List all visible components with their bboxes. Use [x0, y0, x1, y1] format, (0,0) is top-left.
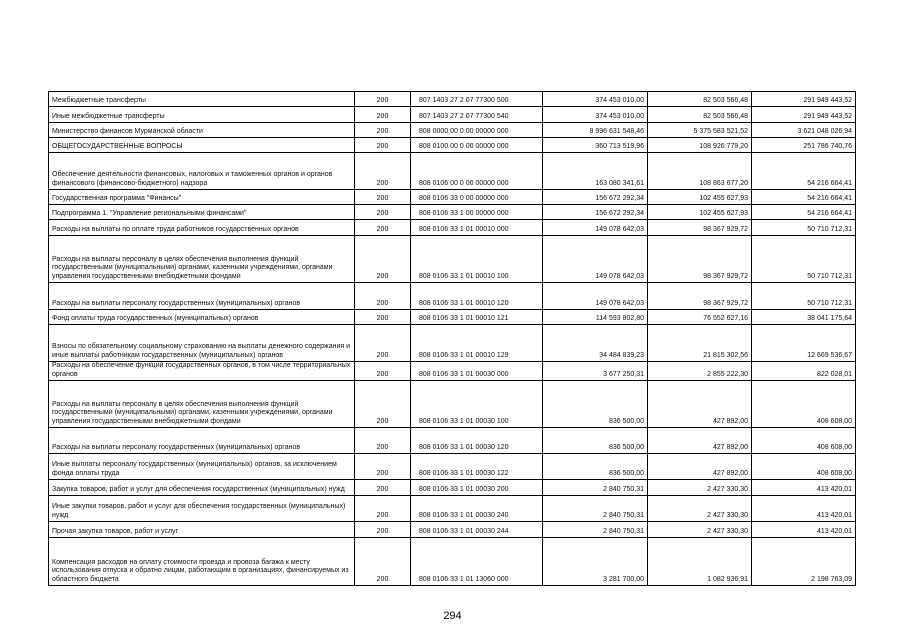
row-unexecuted: 3 621 048 026,94	[752, 123, 856, 138]
row-name: Расходы на выплаты персоналу в целях обеспечения выполнения функций государственными (муниципальными) органами, казенными учреждениями, органами управления государственными внебюджетными фондами	[49, 236, 355, 283]
row-kbk: 807 1403 27 2 07 77300 540	[411, 107, 543, 123]
row-code: 200	[355, 538, 411, 586]
row-approved: 156 672 292,34	[543, 205, 648, 220]
row-executed: 102 455 627,93	[648, 205, 752, 220]
table-body	[49, 92, 856, 586]
row-kbk: 808 0000 00 0 00 00000 000	[411, 123, 543, 138]
row-code: 200	[355, 480, 411, 496]
row-kbk: 808 0106 33 1 01 00030 122	[411, 454, 543, 480]
row-executed: 2 427 330,30	[648, 522, 752, 538]
row-kbk: 808 0106 33 1 01 13060 000	[411, 538, 543, 586]
row-code: 200	[355, 362, 411, 381]
row-name: Государственная программа "Финансы"	[49, 190, 355, 205]
row-approved: 2 840 750,31	[543, 480, 648, 496]
row-kbk: 807 1403 27 2 07 77300 500	[411, 92, 543, 107]
row-unexecuted: 54 216 664,41	[752, 190, 856, 205]
row-executed: 2 855 222,30	[648, 362, 752, 381]
row-kbk: 808 0106 33 1 01 00030 000	[411, 362, 543, 381]
row-approved: 836 500,00	[543, 454, 648, 480]
row-name: Обеспечение деятельности финансовых, налоговых и таможенных органов и органов финансового (финансово-бюджетного) надзора	[49, 153, 355, 190]
row-code: 200	[355, 283, 411, 310]
row-executed: 108 926 779,20	[648, 138, 752, 153]
row-approved: 2 840 750,31	[543, 522, 648, 538]
row-executed: 98 367 929,72	[648, 220, 752, 236]
table-row	[49, 325, 856, 362]
table-row	[49, 107, 856, 123]
row-kbk: 808 0106 33 1 01 00030 100	[411, 381, 543, 428]
table-row	[49, 283, 856, 310]
row-code: 200	[355, 190, 411, 205]
row-code: 200	[355, 123, 411, 138]
row-unexecuted: 54 216 664,41	[752, 205, 856, 220]
row-executed: 427 892,00	[648, 428, 752, 454]
row-approved: 836 500,00	[543, 381, 648, 428]
row-approved: 3 281 700,00	[543, 538, 648, 586]
table-row	[49, 190, 856, 205]
row-approved: 163 080 341,61	[543, 153, 648, 190]
row-executed: 98 367 929,72	[648, 283, 752, 310]
row-unexecuted: 291 949 443,52	[752, 92, 856, 107]
row-name: Фонд оплаты труда государственных (муниципальных) органов	[49, 310, 355, 325]
row-name: Иные межбюджетные трансферты	[49, 107, 355, 123]
row-code: 200	[355, 107, 411, 123]
row-unexecuted: 822 028,01	[752, 362, 856, 381]
row-name: Министерство финансов Мурманской области	[49, 123, 355, 138]
row-executed: 98 367 929,72	[648, 236, 752, 283]
row-name: Расходы на обеспечение функций государственных органов, в том числе территориальных органов	[49, 362, 355, 381]
row-approved: 360 713 519,96	[543, 138, 648, 153]
row-approved: 2 840 750,31	[543, 496, 648, 522]
table-row	[49, 428, 856, 454]
row-executed: 76 552 627,16	[648, 310, 752, 325]
row-approved: 34 484 839,23	[543, 325, 648, 362]
row-executed: 108 863 677,20	[648, 153, 752, 190]
row-name: Взносы по обязательному социальному страхованию на выплаты денежного содержания и иные выплаты работникам государственных (муниципальных) органов	[49, 325, 355, 362]
row-code: 200	[355, 153, 411, 190]
row-approved: 3 677 250,31	[543, 362, 648, 381]
row-unexecuted: 50 710 712,31	[752, 283, 856, 310]
row-unexecuted: 12 669 536,67	[752, 325, 856, 362]
row-kbk: 808 0106 33 1 01 00010 129	[411, 325, 543, 362]
row-code: 200	[355, 220, 411, 236]
row-name: Закупка товаров, работ и услуг для обеспечения государственных (муниципальных) нужд	[49, 480, 355, 496]
budget-execution-table	[48, 91, 856, 586]
row-executed: 5 375 583 521,52	[648, 123, 752, 138]
row-executed: 2 427 330,30	[648, 480, 752, 496]
row-code: 200	[355, 454, 411, 480]
row-unexecuted: 291 949 443,52	[752, 107, 856, 123]
row-executed: 427 892,00	[648, 381, 752, 428]
row-approved: 149 078 642,03	[543, 283, 648, 310]
table-row	[49, 454, 856, 480]
row-code: 200	[355, 310, 411, 325]
row-kbk: 808 0106 33 0 00 00000 000	[411, 190, 543, 205]
row-approved: 8 996 631 548,46	[543, 123, 648, 138]
row-name: Подпрограмма 1. "Управление региональными финансами"	[49, 205, 355, 220]
row-code: 200	[355, 428, 411, 454]
row-approved: 149 078 642,03	[543, 220, 648, 236]
row-kbk: 808 0100 00 0 00 00000 000	[411, 138, 543, 153]
row-unexecuted: 50 710 712,31	[752, 236, 856, 283]
row-code: 200	[355, 92, 411, 107]
row-name: Расходы на выплаты персоналу государственных (муниципальных) органов	[49, 428, 355, 454]
table-row	[49, 522, 856, 538]
table-row	[49, 236, 856, 283]
table-row	[49, 138, 856, 153]
row-name: Компенсация расходов на оплату стоимости проезда и провоза багажа к месту использования отпуска и обратно лицам, работающим в организациях, финансируемых из областного бюджета	[49, 538, 355, 586]
row-approved: 374 453 010,00	[543, 107, 648, 123]
row-name: ОБЩЕГОСУДАРСТВЕННЫЕ ВОПРОСЫ	[49, 138, 355, 153]
row-unexecuted: 408 608,00	[752, 381, 856, 428]
row-approved: 836 500,00	[543, 428, 648, 454]
table-row	[49, 92, 856, 107]
row-kbk: 808 0106 33 1 01 00030 240	[411, 496, 543, 522]
row-executed: 1 082 936,91	[648, 538, 752, 586]
row-executed: 2 427 330,30	[648, 496, 752, 522]
row-unexecuted: 408 608,00	[752, 454, 856, 480]
row-approved: 114 593 802,80	[543, 310, 648, 325]
row-unexecuted: 38 041 175,64	[752, 310, 856, 325]
row-unexecuted: 408 608,00	[752, 428, 856, 454]
table-row	[49, 205, 856, 220]
row-unexecuted: 413 420,01	[752, 522, 856, 538]
table-row	[49, 480, 856, 496]
row-code: 200	[355, 236, 411, 283]
row-unexecuted: 2 198 763,09	[752, 538, 856, 586]
table-row	[49, 310, 856, 325]
row-code: 200	[355, 522, 411, 538]
row-name: Расходы на выплаты персоналу государственных (муниципальных) органов	[49, 283, 355, 310]
row-approved: 374 453 010,00	[543, 92, 648, 107]
row-executed: 82 503 566,48	[648, 107, 752, 123]
row-name: Расходы на выплаты по оплате труда работников государственных органов	[49, 220, 355, 236]
row-code: 200	[355, 381, 411, 428]
row-name: Иные выплаты персоналу государственных (муниципальных) органов, за исключением фонда оплаты труда	[49, 454, 355, 480]
table-row	[49, 220, 856, 236]
row-name: Иные закупки товаров, работ и услуг для обеспечения государственных (муниципальных) нужд	[49, 496, 355, 522]
row-code: 200	[355, 496, 411, 522]
row-unexecuted: 50 710 712,31	[752, 220, 856, 236]
row-kbk: 808 0106 33 1 01 00010 120	[411, 283, 543, 310]
row-code: 200	[355, 325, 411, 362]
row-code: 200	[355, 205, 411, 220]
row-executed: 82 503 566,48	[648, 92, 752, 107]
row-kbk: 808 0106 33 1 01 00010 121	[411, 310, 543, 325]
row-unexecuted: 413 420,01	[752, 480, 856, 496]
row-executed: 102 455 627,93	[648, 190, 752, 205]
row-kbk: 808 0106 33 1 01 00030 200	[411, 480, 543, 496]
row-code: 200	[355, 138, 411, 153]
table-row	[49, 362, 856, 381]
row-name: Прочая закупка товаров, работ и услуг	[49, 522, 355, 538]
row-kbk: 808 0106 33 1 01 00030 244	[411, 522, 543, 538]
row-approved: 149 078 642,03	[543, 236, 648, 283]
table-row	[49, 496, 856, 522]
row-kbk: 808 0106 33 1 01 00030 120	[411, 428, 543, 454]
row-unexecuted: 54 216 664,41	[752, 153, 856, 190]
table-row	[49, 123, 856, 138]
table-row	[49, 153, 856, 190]
row-name: Расходы на выплаты персоналу в целях обеспечения выполнения функций государственными (муниципальными) органами, казенными учреждениями, органами управления государственными внебюджетными фондами	[49, 381, 355, 428]
row-kbk: 808 0106 33 1 01 00010 000	[411, 220, 543, 236]
table-row	[49, 381, 856, 428]
row-unexecuted: 413 420,01	[752, 496, 856, 522]
row-approved: 156 672 292,34	[543, 190, 648, 205]
row-kbk: 808 0106 00 0 00 00000 000	[411, 153, 543, 190]
row-kbk: 808 0106 33 1 01 00010 100	[411, 236, 543, 283]
row-executed: 21 815 302,56	[648, 325, 752, 362]
row-executed: 427 892,00	[648, 454, 752, 480]
row-kbk: 808 0106 33 1 00 00000 000	[411, 205, 543, 220]
row-unexecuted: 251 786 740,76	[752, 138, 856, 153]
table-row	[49, 538, 856, 586]
row-name: Межбюджетные трансферты	[49, 92, 355, 107]
page-number: 294	[443, 610, 462, 622]
